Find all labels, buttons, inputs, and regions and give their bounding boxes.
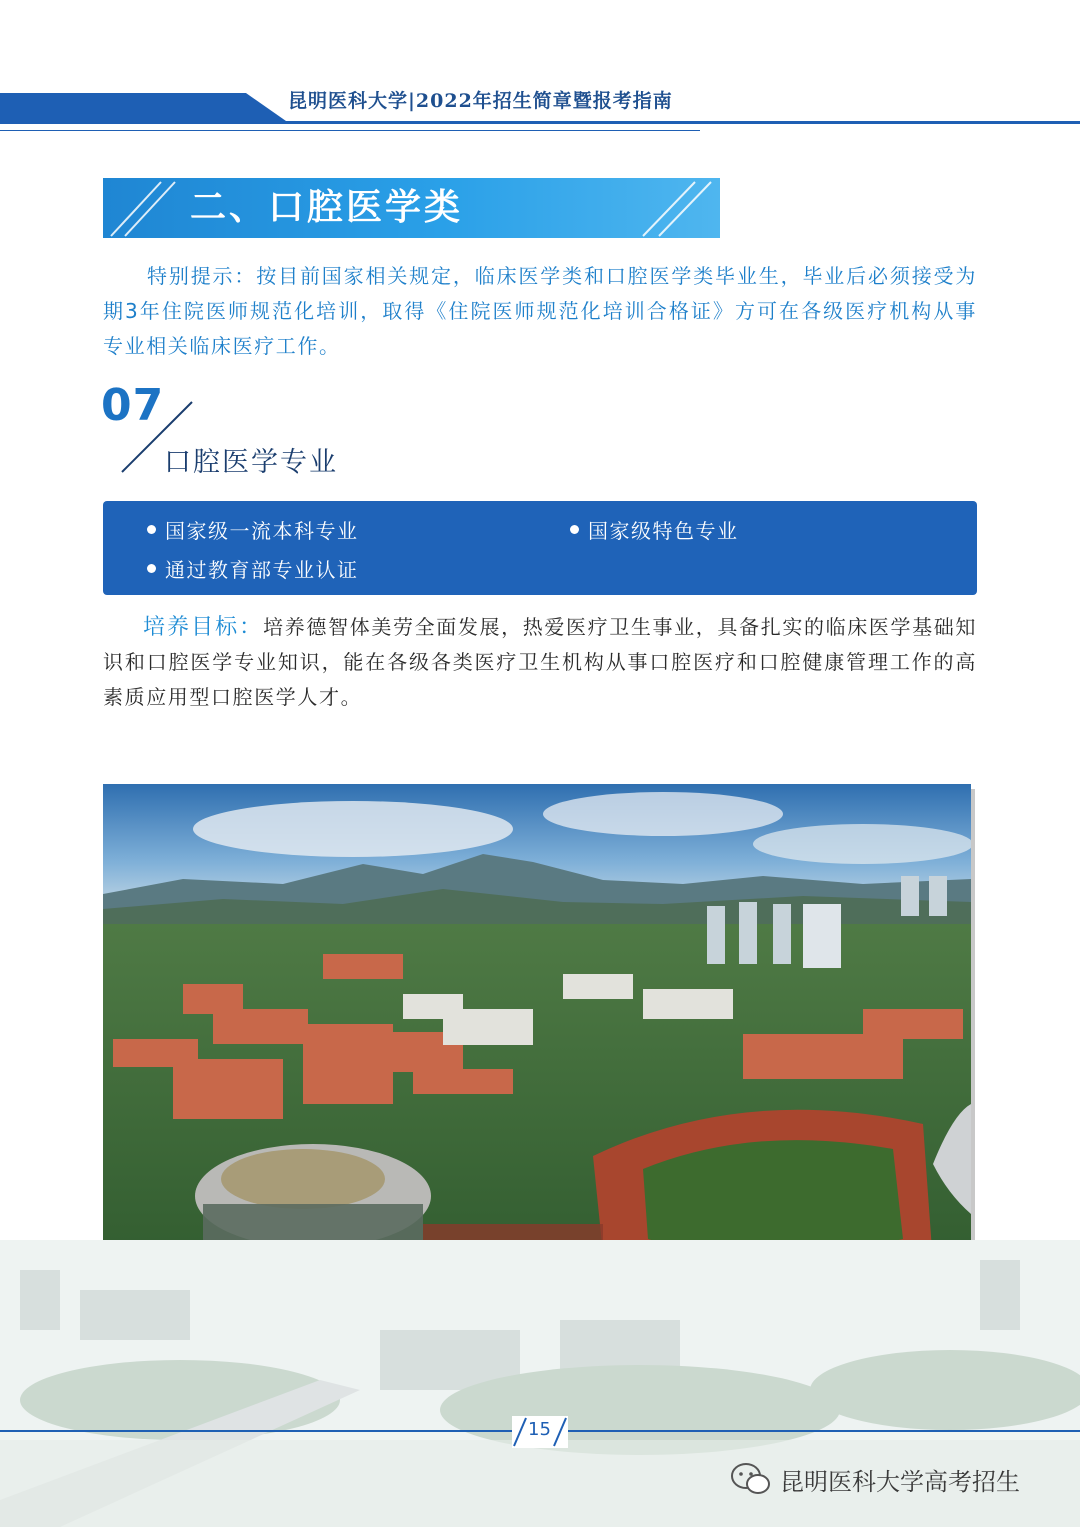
- page-number-box: [512, 1416, 568, 1448]
- brochure-title: 昆明医科大学|2022年招生简章暨报考指南: [288, 90, 673, 112]
- campus-photo: [103, 784, 971, 1301]
- goal-label: 培养目标：: [143, 615, 264, 640]
- header-rule-thin: [0, 130, 700, 131]
- training-goal: [103, 610, 977, 715]
- major-number: 07: [101, 380, 165, 431]
- bullet-icon: [147, 525, 156, 534]
- goal-text: 培养德智体美劳全面发展，热爱医疗卫生事业，具备扎实的临床医学基础知识和口腔医学专业知识，能在各级各类医疗卫生机构从事口腔医疗和口腔健康管理工作的高素质应用型口腔医学人才。: [103, 615, 977, 709]
- special-notice: 特别提示：按目前国家相关规定，临床医学类和口腔医学类毕业生，毕业后必须接受为期3年住院医师规范化培训，取得《住院医师规范化培训合格证》方可在各级医疗机构从事专业相关临床医疗工作。: [103, 264, 977, 358]
- bullet-icon: [147, 564, 156, 573]
- header-band: [0, 93, 286, 121]
- wechat-icon: [730, 1460, 772, 1496]
- section-title: 二、口腔医学类: [190, 187, 464, 228]
- page-number: 15: [528, 1419, 551, 1440]
- header-rule: [0, 121, 1080, 124]
- feature-item: 国家级一流本科专业: [147, 515, 359, 544]
- watermark-text: 昆明医科大学高考招生: [780, 1468, 1020, 1496]
- bullet-icon: [570, 525, 579, 534]
- major-name: 口腔医学专业: [164, 447, 338, 478]
- feature-item: 国家级特色专业: [570, 515, 739, 544]
- feature-item: 通过教育部专业认证: [147, 554, 359, 583]
- campus-aerial-image: [103, 784, 971, 1301]
- features-box: [103, 501, 977, 595]
